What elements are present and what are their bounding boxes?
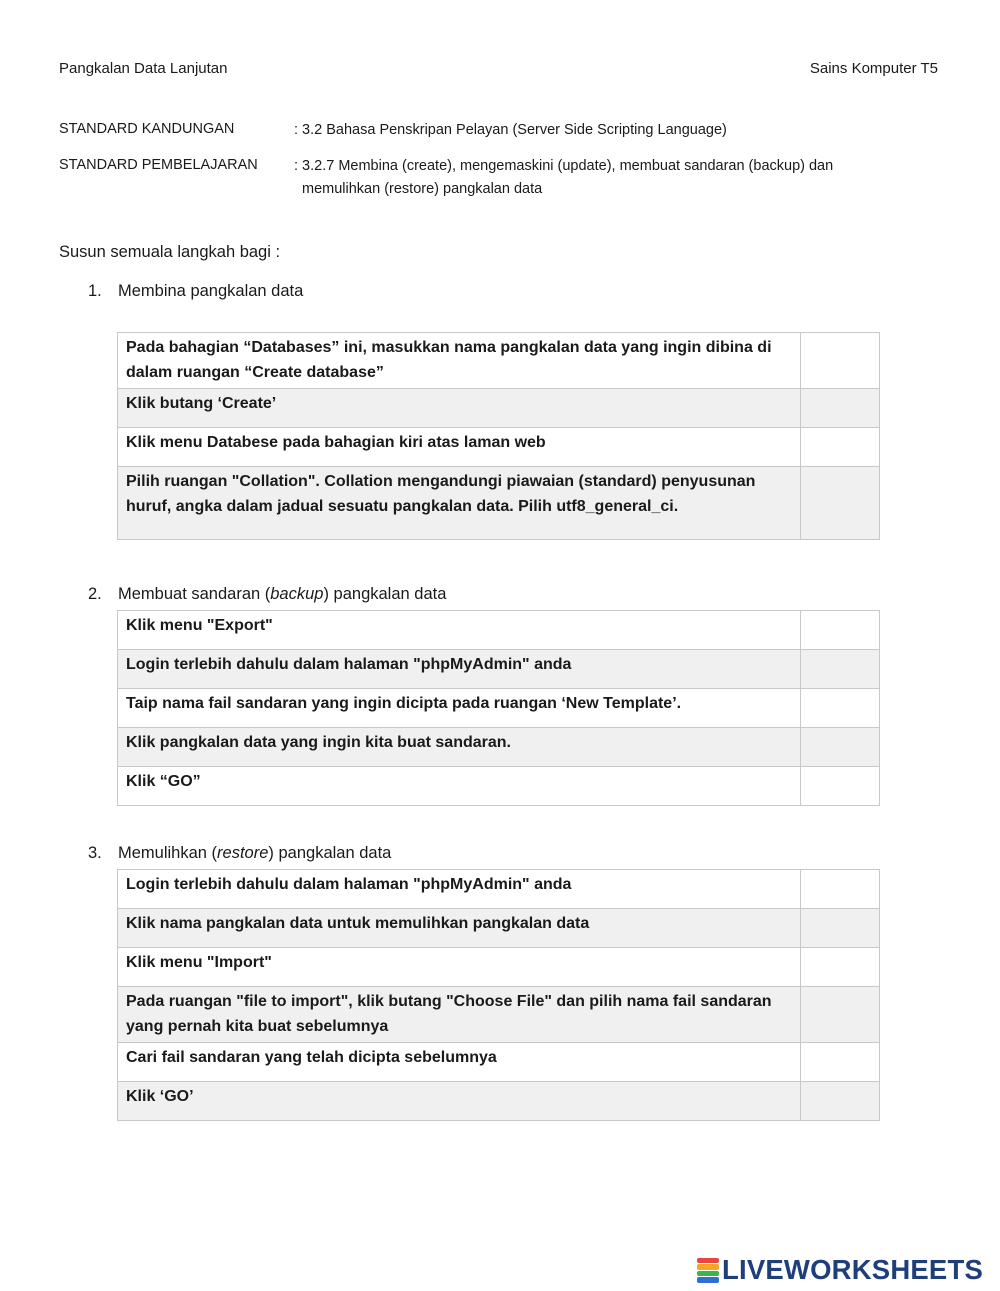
logo-bar-3 [697,1271,719,1277]
table-row [118,767,880,806]
step-text: Klik ‘GO’ [118,1082,801,1121]
table-row [118,428,880,467]
table-row [118,870,880,909]
section-3-steps-table [117,869,880,1121]
step-text: Klik menu Databese pada bahagian kiri atas laman web [118,428,801,467]
table-row [118,1082,880,1121]
liveworksheets-mark-icon [697,1257,719,1283]
section-3-title-em: restore [217,844,269,862]
standard-pembelajaran-line2: memulihkan (restore) pangkalan data [302,181,543,197]
step-text: Klik menu "Import" [118,948,801,987]
section-1-title [88,282,303,301]
section-1-number: 1. [88,282,102,300]
step-text: Klik “GO” [118,767,801,806]
order-answer-box[interactable] [801,389,880,428]
step-text: Login terlebih dahulu dalam halaman "phpMyAdmin" anda [118,870,801,909]
standard-pembelajaran-value [294,155,934,201]
order-answer-box[interactable] [801,467,880,540]
step-text: Pada ruangan "file to import", klik butang "Choose File" dan pilih nama fail sandaran yang pernah kita buat sebelumnya [118,987,801,1043]
table-row [118,948,880,987]
table-row [118,333,880,389]
header-right: Sains Komputer T5 [809,60,938,77]
order-answer-box[interactable] [801,909,880,948]
order-answer-box[interactable] [801,689,880,728]
section-2-title-post: ) pangkalan data [323,585,447,603]
section-2-steps-table [117,610,880,806]
section-2-number: 2. [88,585,102,603]
table-row [118,728,880,767]
step-text: Cari fail sandaran yang telah dicipta sebelumnya [118,1043,801,1082]
order-answer-box[interactable] [801,767,880,806]
table-row [118,987,880,1043]
step-text: Pilih ruangan "Collation". Collation mengandungi piawaian (standard) penyusunan huruf, angka dalam jadual sesuatu pangkalan data. Pilih utf8_general_ci. [118,467,801,540]
instruction-text: Susun semuala langkah bagi : [59,243,281,261]
logo-bar-4 [697,1277,719,1283]
step-text: Klik pangkalan data yang ingin kita buat sandaran. [118,728,801,767]
table-row [118,650,880,689]
step-text: Klik menu "Export" [118,611,801,650]
standard-pembelajaran-label: STANDARD PEMBELAJARAN [59,157,258,173]
step-text: Klik butang ‘Create’ [118,389,801,428]
order-answer-box[interactable] [801,611,880,650]
section-1-steps-table [117,332,880,540]
table-row [118,909,880,948]
order-answer-box[interactable] [801,650,880,689]
table-row [118,611,880,650]
section-1-title-text: Membina pangkalan data [118,282,304,300]
section-3-title-pre: Memulihkan ( [118,844,218,862]
logo-bar-2 [697,1264,719,1270]
section-2-title-em: backup [270,585,324,603]
order-answer-box[interactable] [801,333,880,389]
order-answer-box[interactable] [801,728,880,767]
liveworksheets-logo [697,1254,983,1286]
section-2-title-pre: Membuat sandaran ( [118,585,271,603]
table-row [118,689,880,728]
standard-kandungan-label: STANDARD KANDUNGAN [59,121,235,137]
table-row [118,389,880,428]
standard-pembelajaran-line1: : 3.2.7 Membina (create), mengemaskini (update), membuat sandaran (backup) dan [294,158,834,174]
order-answer-box[interactable] [801,428,880,467]
logo-bar-1 [697,1258,719,1264]
table-row [118,1043,880,1082]
step-text: Login terlebih dahulu dalam halaman "phpMyAdmin" anda [118,650,801,689]
order-answer-box[interactable] [801,1082,880,1121]
step-text: Pada bahagian “Databases” ini, masukkan nama pangkalan data yang ingin dibina di dalam ruangan “Create database” [118,333,801,389]
step-text: Taip nama fail sandaran yang ingin dicipta pada ruangan ‘New Template’. [118,689,801,728]
section-3-title-post: ) pangkalan data [268,844,392,862]
step-text: Klik nama pangkalan data untuk memulihkan pangkalan data [118,909,801,948]
section-3-number: 3. [88,844,102,862]
standard-kandungan-value: : 3.2 Bahasa Penskripan Pelayan (Server Side Scripting Language) [294,122,727,138]
section-2-title [88,585,446,604]
order-answer-box[interactable] [801,870,880,909]
section-3-title [88,844,391,863]
order-answer-box[interactable] [801,948,880,987]
order-answer-box[interactable] [801,987,880,1043]
order-answer-box[interactable] [801,1043,880,1082]
table-row [118,467,880,540]
liveworksheets-wordmark: LIVEWORKSHEETS [722,1254,984,1285]
header-left: Pangkalan Data Lanjutan [59,60,228,77]
